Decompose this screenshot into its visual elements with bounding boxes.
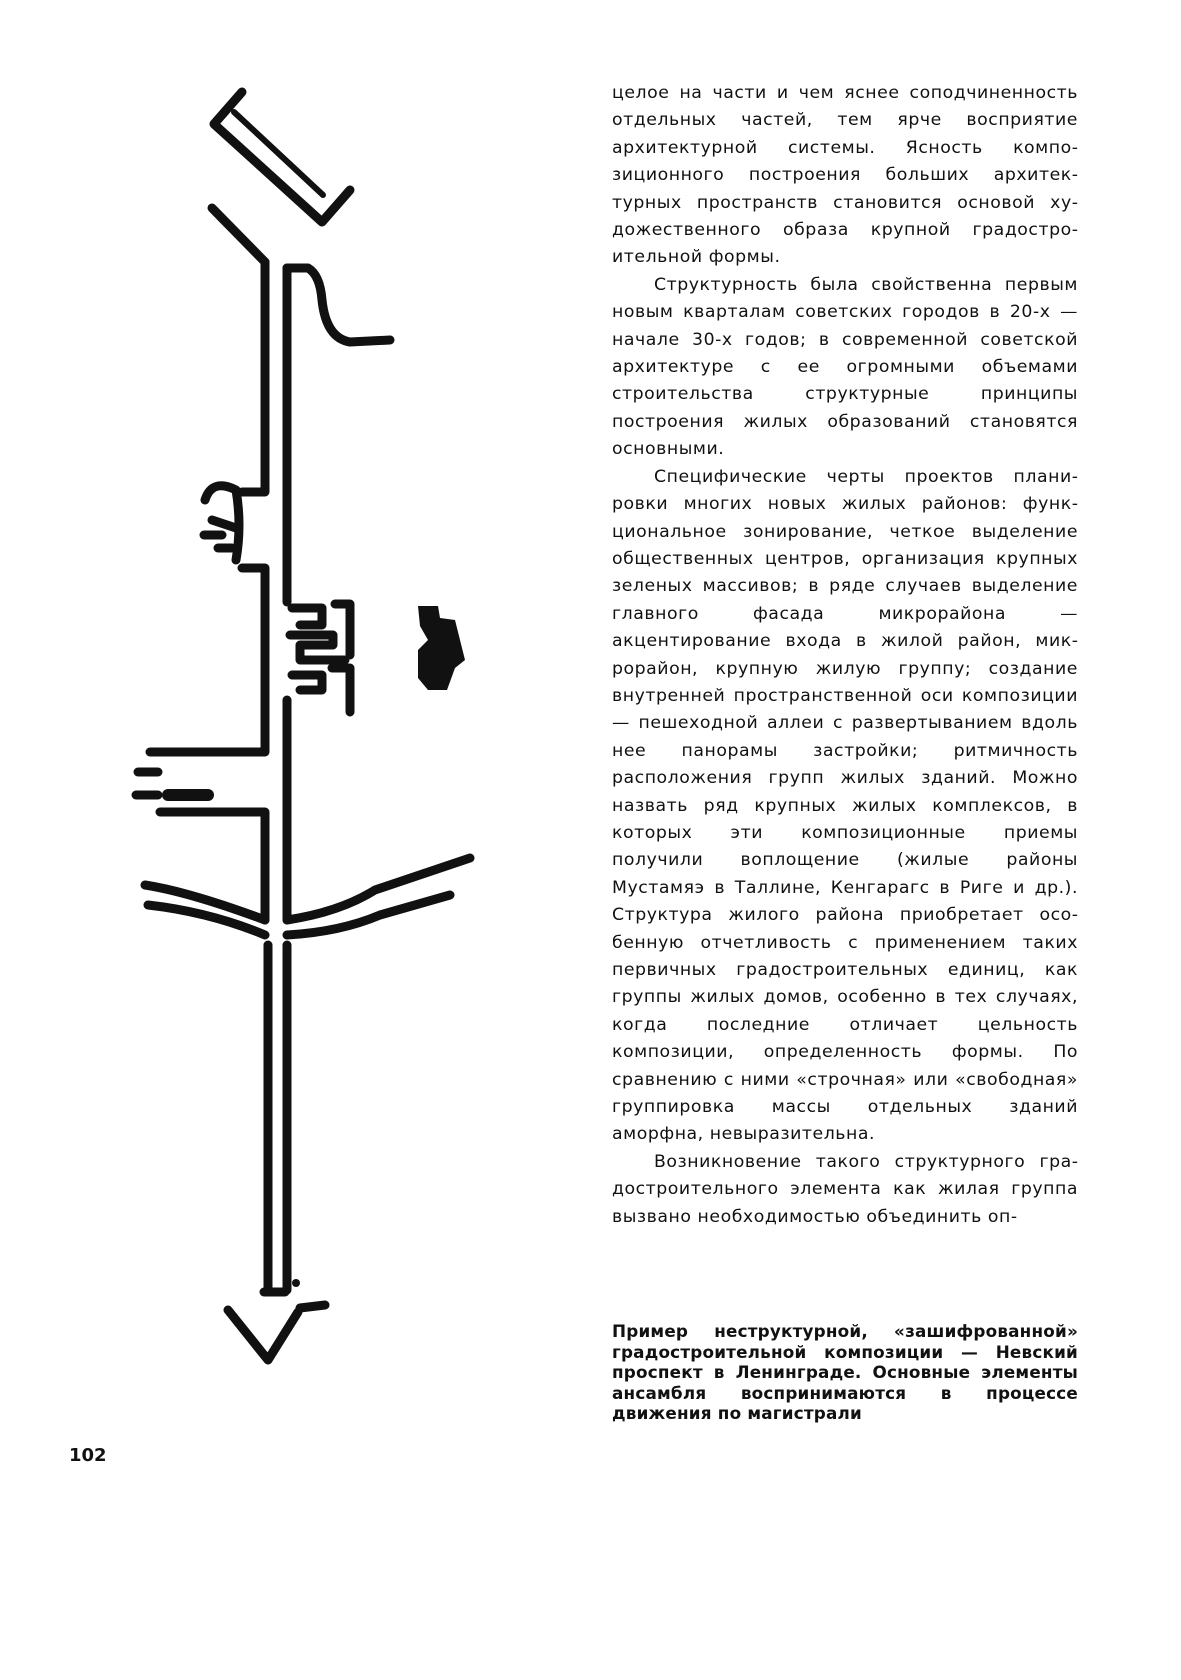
figure-caption: Пример неструктурной, «зашифрованной» градостроительной композиции — Невский проспект в Ленинграде. Основные элементы ансамбля воспринимаются в процессе движения по магистрали: [612, 1321, 1078, 1424]
street-plan-sketch-icon: [120, 70, 500, 1680]
paragraph-4: Возникновение такого структурного градостроительного элемента как жилая группа вызвано необходимостью объединить оп-: [612, 1151, 1078, 1227]
paragraph-3: Специфические черты проектов планировки многих новых жилых районов: функциональное зонирование, четкое выделение общественных центров, организация крупных зеленых массивов; в ряде случаев выделение главного фасада микрорайона — акцентирование входа в жилой район, микрорайон, крупную жилую группу; создание внутренней пространственной оси композиции — пешеходной аллеи с развертыванием вдоль нее панорамы застройки; ритмичность расположения групп жилых зданий. Можно назвать ряд крупных жилых комплексов, в которых эти композиционные приемы получили воплощение (жилые районы Мустамяэ в Таллине, Кенгарагс в Риге и др.). Структура жилого района приобретает особенную отчетливость с применением таких первичных градостроительных единиц, как группы жилых домов, особенно в тех случаях, когда последние отличает цельность композиции, определенность формы. По сравнению с ними «строчная» или «свободная» группировка массы отдельных зданий аморфна, невыразительна.: [612, 466, 1078, 1145]
page-number: 102: [69, 1445, 107, 1466]
paragraph-2: Структурность была свойственна первым новым кварталам советских городов в 20-х — начале 30-х годов; в современной советской архитектуре с ее огромными объемами строительства структурные принципы построения жилых образований становятся основными.: [612, 274, 1078, 460]
body-text: [612, 80, 1078, 1231]
nevsky-prospect-plan-figure: [120, 70, 500, 1680]
paragraph-1: целое на части и чем яснее соподчиненность отдельных частей, тем ярче восприятие архитектурной системы. Ясность композиционного построения больших архитектурных пространств становится основой художественного образа крупной градостроительной формы.: [612, 83, 1078, 268]
